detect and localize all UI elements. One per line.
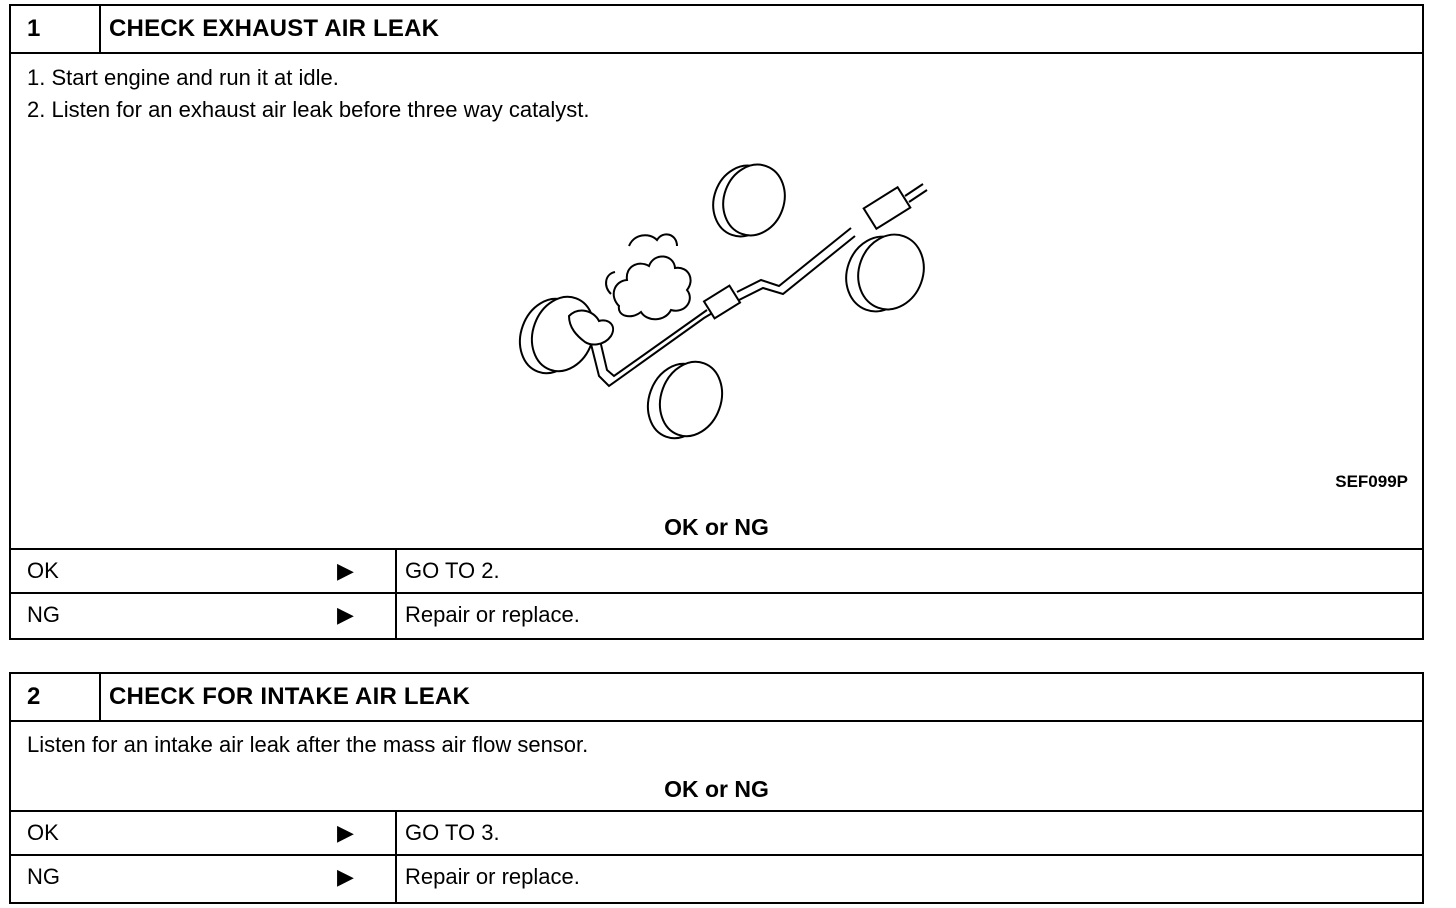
outcome-row-ng [11, 592, 1422, 638]
outcome-result: NG [27, 602, 60, 627]
outcome-result: NG [27, 864, 60, 889]
outcome-row-ng [11, 854, 1422, 904]
decision-label: OK or NG [664, 776, 769, 802]
outcome-action: Repair or replace. [395, 594, 1405, 638]
figure-code: SEF099P [1335, 472, 1408, 491]
outcome-row-ok [11, 548, 1422, 592]
step-title: CHECK FOR INTAKE AIR LEAK [109, 683, 470, 710]
instruction-text: Listen for an intake air leak after the mass air flow sensor. [27, 732, 589, 757]
outcome-row-ok [11, 810, 1422, 854]
exhaust-system-illustration [499, 156, 959, 456]
instruction-item: 2. Listen for an exhaust air leak before three way catalyst. [27, 97, 590, 122]
procedure-step-2 [9, 672, 1424, 904]
outcome-action: Repair or replace. [395, 856, 1405, 904]
outcome-action: GO TO 3. [395, 812, 1405, 854]
step-title: CHECK EXHAUST AIR LEAK [109, 15, 440, 42]
arrow-right-icon: ▶ [337, 558, 354, 583]
decision-label: OK or NG [664, 514, 769, 540]
step-header [11, 6, 1422, 54]
procedure-step-1 [9, 4, 1424, 640]
instruction-item: 1. Start engine and run it at idle. [27, 65, 339, 90]
outcome-result: OK [27, 558, 59, 583]
step-number: 1 [11, 6, 101, 52]
arrow-right-icon: ▶ [337, 602, 354, 627]
step-number: 2 [11, 674, 101, 720]
step-header [11, 674, 1422, 722]
arrow-right-icon: ▶ [337, 820, 354, 845]
outcome-result: OK [27, 820, 59, 845]
instruction-list [27, 62, 590, 126]
arrow-right-icon: ▶ [337, 864, 354, 889]
outcome-action: GO TO 2. [395, 550, 1405, 592]
